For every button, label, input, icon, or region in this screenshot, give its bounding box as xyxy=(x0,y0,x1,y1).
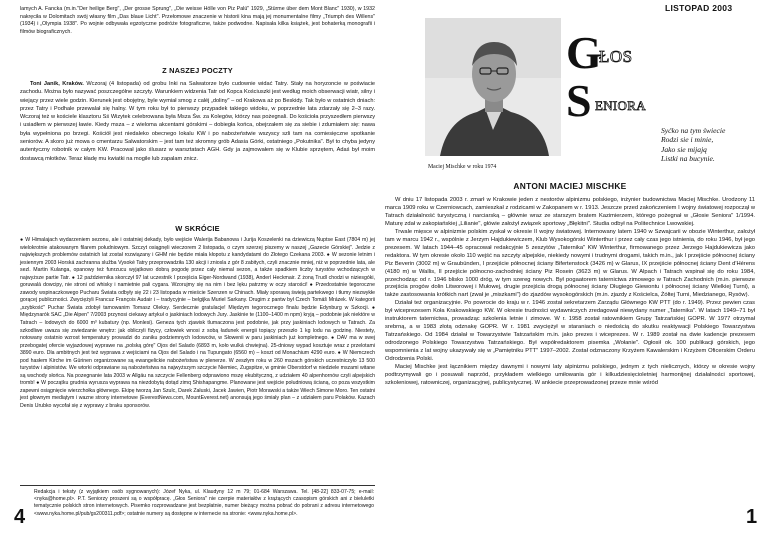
portrait-image xyxy=(425,18,561,156)
masthead-wordmark xyxy=(566,28,656,123)
issue-date: LISTOPAD 2003 xyxy=(665,3,733,13)
section-heading-skrocie: W SKRÓCIE xyxy=(175,224,220,233)
section-heading-poczty: Z NASZEJ POCZTY xyxy=(162,66,233,75)
letter-text: Wczoraj (4 listopada) od grobu Inki na Salwatorze było cudownie widać Tatry. Stały na horyzoncie w poświacie zachodu. Można było nazywać poszczególne szczyty. Warunkiem widzenia Tatr od Kopca Kościuszki jest według moich obserwacji wiatr, silny i wiejący przez wiele godzin. Kierunek jest obojętny, byle wymiał smog z caléj „doliny" – od Krakowa aż po Beskidy. Tak było w ostatnich dniach: przez Tatry i Podhale przewalał się halny. W tym roku był to pierwszy przypadek takiego widoku, w poprzednie lata zdarzały się 2–3 razy. Wczoraj też w kościele klasztoru Sś Wizytek celebrowana była Msza Św. za Kolegów, którzy nas pożegnali. Do kościoła przyszedłem pierwszy i usiadłem w pierwszej ławie. Kiedy msza – z wieloma akcentami górskimi – dobiegła końca, obejrzałem się za siebie i zdumiałem się: nawa była wypełniona po brzegi. Kościół jest niedaleko obecnego lokalu KW i po nabożeństwie wszyscy szli tam na comiesięczne spotkanie seniorów. A skoro już mowa o cmentarzu Salwatorskim – jest tam też skromny grób Adasia Górki, ostatniego „Pokutnika". Był to chyba jedyny autentyczny robotnik w całym KW. Pracował jako ślusarz w warsztatach AGH. Gdy ja zajmowałem się w Klubie sprzętem, Adaś był moim dostawcą młotków. Teraz kładę mu kwiatki na mogile lub zapalam znicz. xyxy=(20,81,375,162)
editorial-footer: Redakcja i teksty (z wyjątkiem osób sygnowanych): Józef Nyka, ul. Klaudyny 12 m 79; 01-684 Warszawa. Tel. [48-22] 833-07-75; e-mail: <nyka@home.pl>. P.T. Seniorzy proszeni są o współpracę. „Głos Seniora" nie czerpie materiałów z krążących czasopism górskich ani z bieluletki tematycznie polskich stron internetowych. Pisemko rozprowadzane jest bezpłatnie, numer bieżący można pobrać do pobrani z adresu internetowego <www.nyka.home.pl/pub/gs200311.pdf>; ostatnie numery są dostępne w internecie na stronie: <www.nyka.home.pl>. xyxy=(34,489,374,517)
masthead-rest-seniora: ENIORA xyxy=(595,98,646,113)
portrait-photo xyxy=(425,18,561,156)
masthead-initial-g: G xyxy=(566,28,602,78)
poem-line: Jako sie mijają xyxy=(661,144,707,154)
left-intro-paragraph: lamych A. Fancka (m.in."Der heilige Berg", „Der grosse Sprung", „Die weisse Hölle von Piz Palü" 1929, „Stürme über dem Mont Blanc" 1930), w 1932 nakręciła w Dolomitach swój własny film „Das blaue Licht". Przełomowe znaczenie w historii kina mają jej monumentalne filmy „Triumph des Willens" (1934) i „Olympia 1938". Po wojnie odbywała egzotyczne podróże fotograficzne, także podwodne. Napisała kilka książek, jest bohaterką monografii i filmów biograficznych. xyxy=(20,6,375,35)
photo-caption: Maciej Mischke w roku 1974 xyxy=(428,164,497,170)
article-title: ANTONI MACIEJ MISCHKE xyxy=(513,181,627,191)
section-body-poczty xyxy=(20,80,375,163)
article-body xyxy=(385,197,755,388)
footer-divider xyxy=(20,485,375,486)
page-number-right: 1 xyxy=(746,506,758,528)
section-body-skrocie: ● W Himalajach wydarzeniem sezonu, ale i ostatniej dekady, było wejście Walerija Babanowa i Jurija Koszelenki na dziewiczą Nuptse East (7804 m) jej wielokrotnie atakowanym filarem południowym. Szczyt osiągnęli wieczorem 2 listopada, o czym szerzej piszemy w naszej „Gazecie Górskiej". Jedzie z największych problemów ostatnich lat został rozwiązany i GHM nie będzie miała kłopotu z kandydatami do Złotego Czekana 2003. ● W sezonie letnim i jesiennym 2003 Horská zachranna služba Vysoké Tatry przeprowadziła 130 akcji i zniosla z gór 8 zabitych, czyli znacznie mniej, niż w poprzednie lata, ale sezl. Martin Kulanga, opanowy też funrzucu wyjątkowo dobrą pogodę przez cały niemal sezon, a także spadkiem liczby turystów wchodzących w najwyższe partie Tatr. ● 12 października skorczył 97 lat uczestnik I przejścia Eiger-Nordwand (1938), Anderl Heckmair. Z żoną Trudl chodzi w niziesgóki, goruwalá dowcipy, nie stroni od whisky i namietnie pali cygara. Wzorujmy się na nim i bez lęku patrzmy w oczy starości! ● Przedostatnie tegoroczne zawody wspinaczkowego Pucharu Świata odbyły się 22 i 23 listopada w mieście Szenzen w Chinach. Miały sporawą świeją partekwego i tłumy niezwykłe gorącej publiczności. Zwyciężyli Francuz François Audair i – tradycyjnie – belgijka Muriel Sarkany. Drugim z pantw był Czech Tomáš Mrázek. W kategorii „szybkość" Puchar Świata zdobył tamowanim Tomasz Oleksy. Serdecznie gratulacje! Międzym tegorocznego finalu będzie Edynburg w Szkocji. ● Międzynarók SAC „Die Alpen" 7/2003 przynosi ciekawy artykuł o jaskiniach lodowych Jury. Jaskinie te (1100–1400 m npm) kryją – podobnie jak niektóre w Tatrach – lodowych do 6000 m³ kubatury (np. Monlesi). Geneza tych zjawisk tlumaczona jest podobnie, jak przy jaskiniach lodowych w Tatrach. Za szkodliwe uwaza się zwiedzanie wnętrz: jak obliczyli fizycy, człowiek wnosi z sobą ładunek energii topiący przeszło 1 kg lodu na godzinę. Niestety, notowany ostatnio wzrost temperatury prowadzi do zaniku podziemnych lodowców, w Słowenii w paru jaskiniach już kompletnego. ● DAV ma w swej przebogatej ofercie wyjazdowej wyprawe na „polską górę" Ojos del Salado (6893 m, koło wulká chwiejna). 25-dniowy wypad kosztuje wraz z przelotami 3890 euro. Dla ambitnych jest też wyprawa z wejściami na Ojos del Salado i na Tupungato (6560 m) – koszt od Monachium 4290 euro. ● W Niemczech pod hasłem Kirche im Gürinen organizowane są ewangelickie nabożeństwa w plenerze. W zeszłym roku w 260 mszach górskich uczestniczyło 13 500 turystów i alpinistów. We wtorki odprawiane są nabożeństwa na najwyższym szczycie Niemiec, Zugspitze, w gminie Oberstdorf w niedziele mszami witane są wschody słońca. Na pozegnanie lata 2003 w Allgäu na szczycie Fellenberg odprawiono mszę ekubitycznq, z udziałem 40 alpenhornów czyli alpejskich tromb! ● W początku grudnia wyrusza wyprawa na niezdobytą dotąd zimq Shishapangme. Planowane jest wejście południową ścianą, co poza wszystkim zapewni osiągnięcie wierzchołka głównego. Ekipę tworzą Jan Szulc, Darek Załuski, Jacek Jawien, Piotr Morawski a także Wiech Simone Moro. Ten ostatni jest głownym mediątym i wazne strony internetowe (EverestNews.com, MountEverest.net) anonsują jego śmiały plan – z udziałem paru Polaków. Kazach Denis Urubko wycofał się z wyprawy z braku sponsorów. xyxy=(20,237,375,410)
article-paragraph: Trwale mięsce w alpinizmie polskim zyskał w okresie II wojny światowej. Internowany latem 1940 w Szwajcarii w obozie Winterthur, założył tam w marcu 1942 r., wspólnie z Jerzym Hajdukiewiczem, Klub Wysokogórski Winterthur i przez cały czas jego istnienia, do roku 1946, był jego prezesem. W latach 1944–45 opracował redakcyjnie 5 zeszytów „Taternika" KW Winterthur, firmowanego przez Jerzego Hajdukiewicza jako redaktora. W tym okresie około 110 wejść na szczyty alpejskie, niekiedy nowymi i trudnymi drogami, takich m.in., jak I przejście północnej ściany Piz Beverin (3002 m) w Graubünden, I przejście północnej ściany Bifertenstock (3426 m) w Glarus, IX przejście północnej ściany Dent d'Hérens (4180 m) w Wallis, II przejście północno-zachodniej ściany Piz Rosein (3623 m) w Glarus. W Alpach i Tatrach wspinał się do roku 1984, przechodząc od r. 1946 blisko 1000 dróg, w tym szereg nowych. Był pogaatorem taternictwa zimowego w Tatrach Zachodnich (m.in. pierwsze przejścia progów dolin Litworowej i Mułowej, drugie przejścia drogą północnej ściany Długiego Giewontu i północnej ściany Wielkiej Turni), a także zastosowania krótkich nart (zwał je „miszkami") do zjazdów wysokogórskich (m.in. zjazdy z Kościelca, Żółtej Turni, Miedzianego, Rysów). xyxy=(385,228,755,299)
epigraph-poem xyxy=(661,126,725,163)
article-paragraph: Maciej Mischke jest łącznikiem między dawnymi i nowymi laty alpinizmu polskiego, jednym z tych nielicznych, którzy w okresie wojny podtrzymywali go i posuwali naprzód, przykładem wielkiego umiłowania gór i kilkudziesięcioletniej harmonijnej działalności sportowej, szkoleniowej, ratowniczej, organizacyjnej, publicystycznej. W ankiecie przeprowadzonej przeze mnie wśród xyxy=(385,364,755,386)
article-paragraph: Działał też organizacyjnie. Po powrocie do kraju w r. 1946 został sekretarzem Zarządu Głównego KW PTT (do r. 1949). Przez pewien czas był wiceprezesem Koła Krakowskiego KW. W okresie trudności wydawniczych zredagował niewydany numer „Taternika". W latach 1949–71 był instruktorem taternictwa, prowadząc szkolenia letnie i zimowe. W r. 1958 został ratownikiem Grupy Tatrzańskiej GOPR. W 1977 otrzymał srebrną, a w 1983 złotą odznakę GOPR. W r. 1981 zwyciężył w staraniach o niedością do skutku reaktywacji Polskiego Towarzystwa Tatrzańskiego. Od 1984 działał w Towarzystwie Tatrzańskim m.in. jako prezes i wiceprezes. W r. 1989 został na dwie kadencje prezesem odrodzonego Polskiego Towarzystwa Tatrzańskiego. Był współredaktorem pisemka „Wołanie". Ogłosił ok. 100 publikacji górskich, jego wspomnienia z lat wojny ukazywały się w „Pamiętniku PTT" 1997–2002. Został odznaczony Krzyżem Kawalerskim i Krzyżem Oficerskim Orderu Odrodzenia Polski. xyxy=(385,300,755,363)
poem-line: Syćko na tym świecie xyxy=(661,126,726,135)
letter-author: Toni Janik, Kraków. xyxy=(30,81,84,87)
masthead-rest-glos: ŁOS xyxy=(599,47,633,66)
poem-line: Rodzi sie i minie, xyxy=(661,135,714,145)
poem-line: Listki na bucynie. xyxy=(661,153,715,163)
page-number-left: 4 xyxy=(14,506,26,528)
masthead-logo xyxy=(566,28,656,123)
article-paragraph: W dniu 17 listopada 2003 r. zmarł w Krakowie jeden z nestorów alpinizmu polskiego, inżynier budownictwa Maciej Mischke. Urodzony 11 marca 1909 roku w Czerniowcach, zamieszkał z rodzicami w Zakopanem w r. 1913. Jeszcze przed zakończeniem I wojny światowej rozpoczął w Tatrach działalność turystyczną i narciarską – głównie wraz ze starszym bratem Kazimierzem, którego pożegnał w „Głosie Seniora" 1/1994. Maturę zdał w zakopiańskiej „Lilianie", główie założył związek sportowy „Błękitni". Studia odbył na Politechnice Lwowskiej. xyxy=(385,197,755,227)
masthead-initial-s: S xyxy=(566,75,592,123)
